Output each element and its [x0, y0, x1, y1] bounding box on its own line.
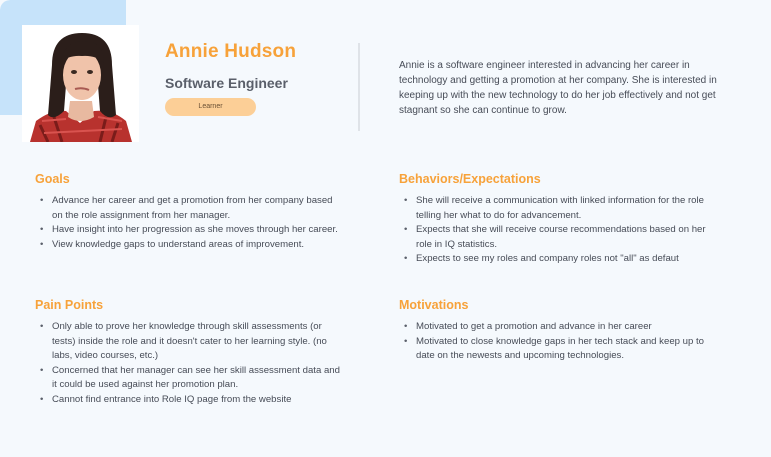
persona-type-badge: Learner: [165, 98, 256, 116]
header-divider: [358, 43, 360, 131]
motivations-list: [401, 320, 716, 364]
goals-heading: Goals: [35, 172, 70, 186]
profile-photo: [22, 25, 139, 142]
behaviors-heading: Behaviors/Expectations: [399, 172, 541, 186]
goals-list: [37, 194, 342, 252]
persona-job-title: Software Engineer: [165, 75, 288, 91]
pain-points-list: [37, 320, 344, 408]
pain-points-heading: Pain Points: [35, 298, 104, 312]
list-item: • View knowledge gaps to understand areas of improvement.: [52, 238, 342, 253]
motivations-heading: Motivations: [399, 298, 469, 312]
list-item: • She will receive a communication with linked information for the role telling her what to do for advancement.: [416, 194, 716, 223]
list-item: • Motivated to close knowledge gaps in her tech stack and keep up to date on the newests and upcoming technologies.: [416, 335, 716, 364]
list-item: • Have insight into her progression as she moves through her career.: [52, 223, 342, 238]
list-item: • Expects that she will receive course recommendations based on her role in IQ statistics.: [416, 223, 716, 252]
persona-bio: Annie is a software engineer interested in advancing her career in technology and getting a promotion at her company. She is interested in keeping up with the new technology to do her job effectively and not get stagnant so she can continue to grow.: [399, 60, 717, 116]
persona-name: Annie Hudson: [165, 41, 297, 62]
list-item: • Only able to prove her knowledge through skill assessments (or tests) inside the role and it doesn't cater to her learning style. (no labs, video courses, etc.): [52, 320, 344, 364]
list-item: • Advance her career and get a promotion from her company based on the role assignment from her manager.: [52, 194, 342, 223]
list-item: • Expects to see my roles and company roles not "all" as defaut: [416, 252, 716, 267]
behaviors-list: [401, 194, 716, 267]
list-item: • Cannot find entrance into Role IQ page from the website: [52, 393, 344, 408]
list-item: • Motivated to get a promotion and advance in her career: [416, 320, 716, 335]
list-item: • Concerned that her manager can see her skill assessment data and it could be used against her promotion plan.: [52, 364, 344, 393]
